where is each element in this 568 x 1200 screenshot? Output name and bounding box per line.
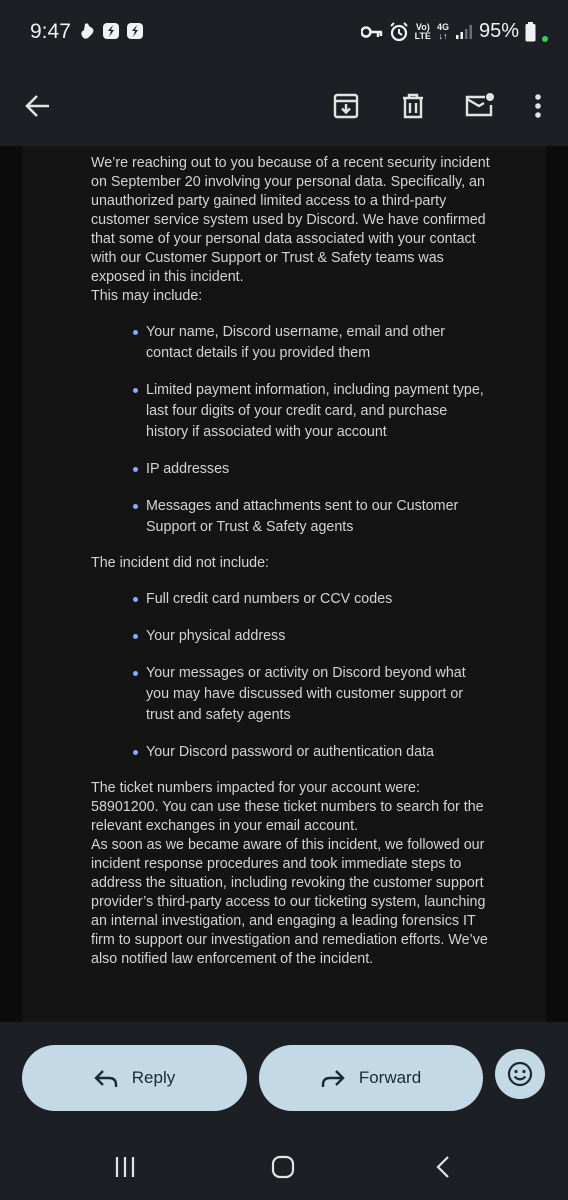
status-bar — [0, 0, 568, 64]
key-icon — [361, 25, 383, 39]
emoji-react-button[interactable] — [495, 1049, 545, 1099]
volte-bottom: LTE — [414, 30, 431, 41]
reply-label: Reply — [131, 1068, 176, 1087]
list-item: Your physical address — [146, 626, 491, 647]
volte-top: Vo) — [415, 21, 430, 32]
not-include-heading: The incident did not include: — [91, 555, 270, 571]
back-icon — [435, 1155, 451, 1179]
forward-icon — [321, 1068, 345, 1088]
battery-percent: 95% — [478, 20, 519, 42]
list-item: Your name, Discord username, email and other contact details if you provided them — [146, 322, 491, 364]
notification-icons — [80, 22, 144, 40]
tickets-paragraph: The ticket numbers impacted for your account were: 58901200. You can use these ticket numbers to search for the relevant exchanges in your email account. — [91, 780, 484, 834]
list-item: Messages and attachments sent to our Customer Support or Trust & Safety agents — [146, 496, 491, 538]
may-include-label: This may include: — [91, 288, 203, 304]
list-item: Your messages or activity on Discord beyond what you may have discussed with customer support or trust and safety agents — [146, 663, 491, 726]
archive-button[interactable] — [322, 82, 370, 130]
home-button[interactable] — [263, 1152, 303, 1182]
recents-button[interactable] — [105, 1152, 145, 1182]
data-arrows: ↓↑ — [438, 30, 448, 41]
app-notification-icon — [102, 22, 120, 40]
list-item: Your Discord password or authentication data — [146, 742, 491, 763]
email-text — [91, 154, 491, 969]
response-paragraph: As soon as we became aware of this incident, we followed our incident response procedures and took immediate steps to address the situation, including revoking the customer support provider’s third-party access to our ticketing system, launching an internal investigation, and engaging a leading forensics IT firm to support our investigation and remediation efforts. We’ve also notified law enforcement of the incident. — [91, 837, 488, 967]
more-vertical-icon — [534, 93, 542, 119]
archive-icon — [333, 93, 359, 119]
back-button[interactable] — [14, 82, 62, 130]
more-options-button[interactable] — [514, 82, 562, 130]
list-item: IP addresses — [146, 459, 491, 480]
list-item: Limited payment information, including payment type, last four digits of your credit card, and purchase history if associated with your account — [146, 380, 491, 443]
app-notification-icon-2 — [126, 22, 144, 40]
reply-icon — [94, 1068, 118, 1088]
status-time: 9:47 — [30, 20, 71, 43]
data-indicator — [437, 23, 449, 41]
reply-button[interactable] — [22, 1045, 247, 1111]
system-nav-bar — [0, 1132, 568, 1200]
volte-indicator — [415, 23, 431, 41]
hand-notification-icon — [80, 22, 96, 40]
data-type: 4G — [436, 21, 449, 32]
forward-label: Forward — [358, 1068, 422, 1087]
trash-icon — [401, 93, 425, 119]
app-bar — [0, 64, 568, 146]
forward-button[interactable] — [259, 1045, 483, 1111]
alarm-icon — [389, 22, 409, 42]
signal-icon — [455, 24, 473, 40]
email-body — [22, 146, 546, 1022]
mark-unread-button[interactable] — [456, 82, 504, 130]
status-right — [361, 20, 548, 43]
nav-back-button[interactable] — [423, 1152, 463, 1182]
recents-icon — [114, 1156, 136, 1178]
mark-unread-icon — [465, 93, 495, 119]
battery-icon — [525, 22, 536, 42]
arrow-left-icon — [25, 93, 51, 119]
emoji-icon — [507, 1061, 533, 1087]
action-bar — [0, 1022, 568, 1132]
included-list — [91, 322, 491, 538]
not-included-list — [91, 589, 491, 763]
list-item: Full credit card numbers or CCV codes — [146, 589, 491, 610]
delete-button[interactable] — [389, 82, 437, 130]
email-scroll-area[interactable] — [0, 146, 568, 1022]
intro-paragraph: We’re reaching out to you because of a recent security incident on September 20 involving your personal data. Specifically, an unauthorized party gained limited access to a third-party customer service system used by Discord. We have confirmed that some of your personal data associated with your contact with our Customer Support or Trust & Safety teams was exposed in this incident. — [91, 155, 490, 285]
status-dot-icon — [542, 22, 548, 42]
home-icon — [271, 1155, 295, 1179]
